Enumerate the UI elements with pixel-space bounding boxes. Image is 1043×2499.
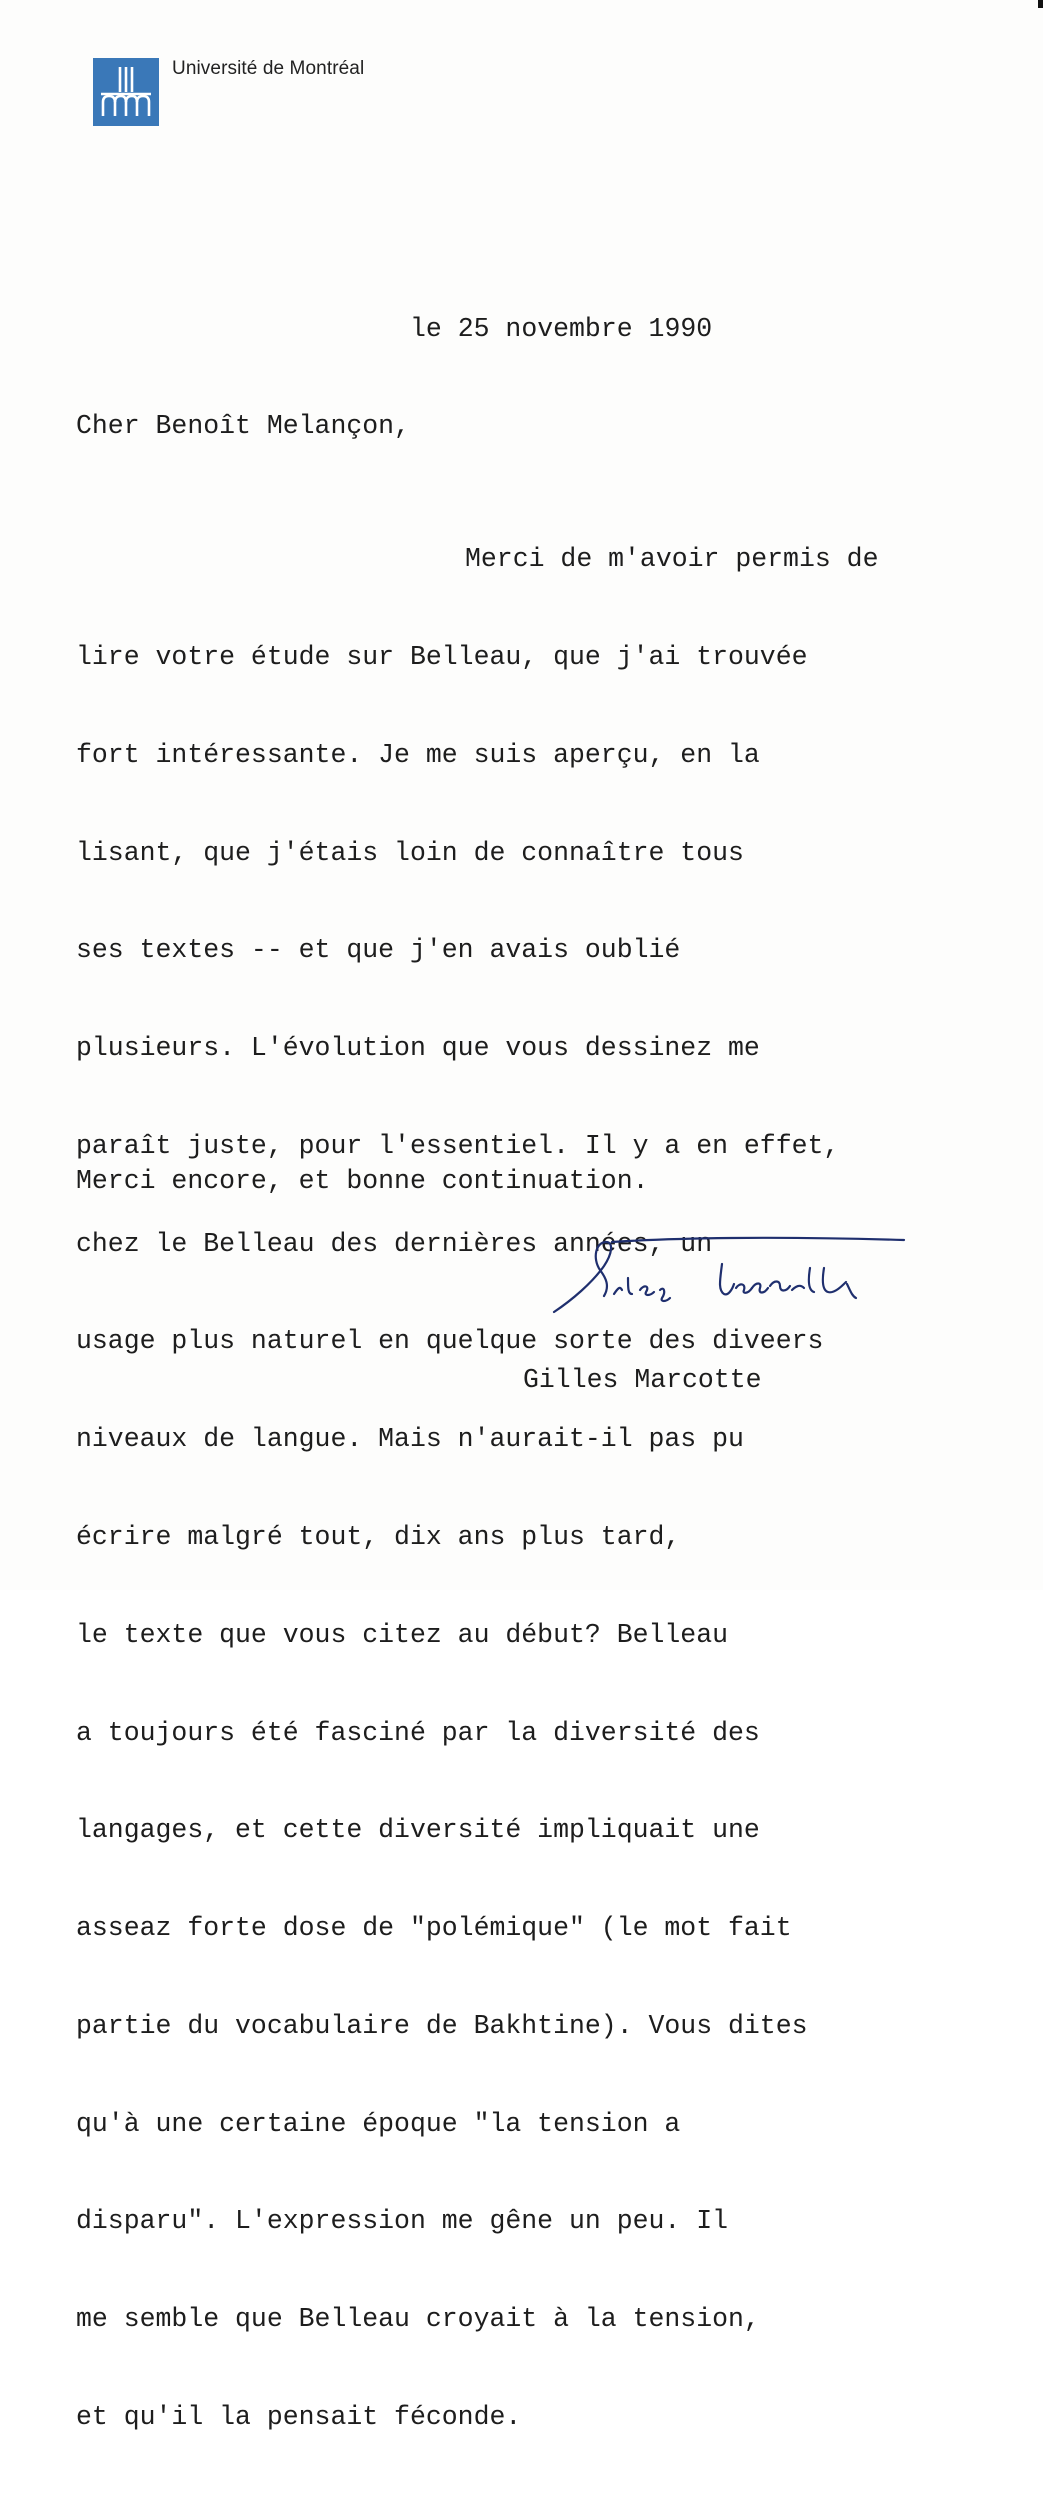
body-line: asseaz forte dose de "polémique" (le mot fait (76, 1913, 792, 1944)
letter-date: le 25 novembre 1990 (410, 314, 713, 344)
body-line: partie du vocabulaire de Bakhtine). Vous dites (76, 2010, 808, 2041)
body-line: langages, et cette diversité impliquait une (76, 1815, 760, 1846)
body-line: écrire malgré tout, dix ans plus tard, (76, 1522, 681, 1552)
body-line: usage plus naturel en quelque sorte des diveers (76, 1326, 824, 1357)
letterhead (93, 58, 364, 126)
body-line: chez le Belleau des dernières années, un (76, 1228, 713, 1259)
scan-speck (1038, 0, 1043, 8)
body-line: et qu'il la pensait féconde. (76, 2402, 522, 2433)
udem-logo-icon (93, 58, 159, 126)
closing-line: Merci encore, et bonne continuation. (76, 1166, 649, 1196)
signer-name: Gilles Marcotte (523, 1365, 762, 1395)
body-line: niveaux de langue. Mais n'aurait-il pas pu (76, 1424, 744, 1455)
body-line: fort intéressante. Je me suis aperçu, en la (76, 739, 760, 770)
letter-body (76, 478, 878, 2499)
body-line: lisant, que j'étais loin de connaître tous (76, 837, 744, 868)
body-line: me semble que Belleau croyait à la tension, (76, 2304, 760, 2335)
body-line: paraît juste, pour l'essentiel. Il y a en effet, (76, 1130, 840, 1161)
body-line: Merci de m'avoir permis de (465, 544, 879, 575)
body-line: plusieurs. L'évolution que vous dessinez me (76, 1033, 760, 1064)
handwritten-signature (552, 1228, 912, 1323)
body-line: a toujours été fasciné par la diversité des (76, 1717, 760, 1748)
body-line: ses textes -- et que j'en avais oublié (76, 935, 681, 966)
salutation: Cher Benoît Melançon, (76, 411, 410, 441)
institution-name: Université de Montréal (172, 58, 365, 79)
body-line: le texte que vous citez au début? Belleau (76, 1619, 729, 1650)
body-line: qu'à une certaine époque "la tension a (76, 2108, 681, 2139)
body-line: disparu". L'expression me gêne un peu. Il (76, 2206, 729, 2237)
body-line: lire votre étude sur Belleau, que j'ai trouvée (76, 641, 808, 672)
